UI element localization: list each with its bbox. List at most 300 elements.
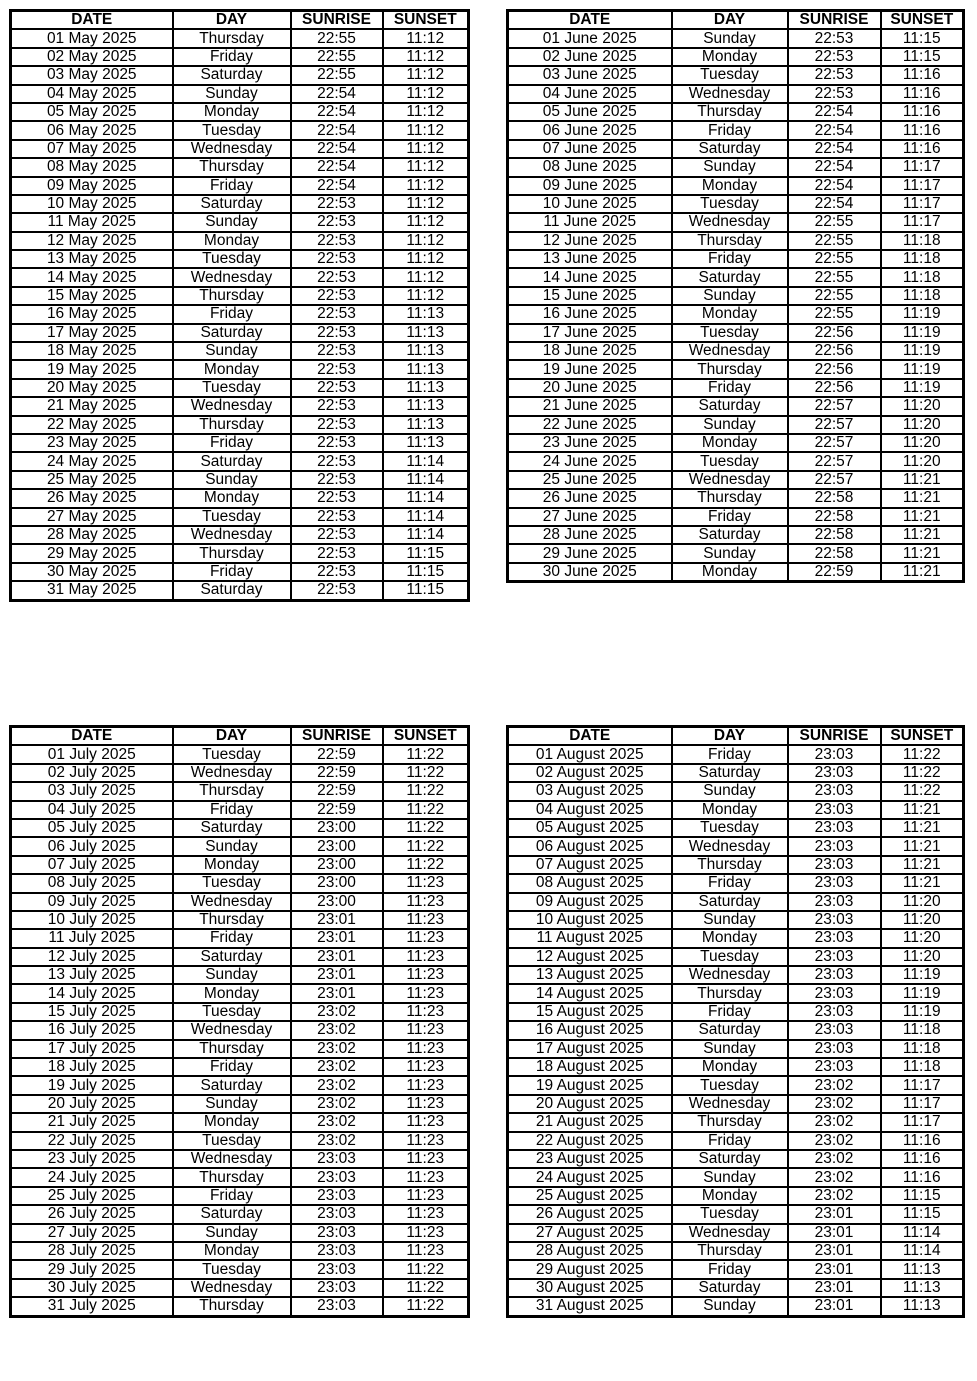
date-cell: 05 July 2025 [11,819,173,837]
sunset-cell: 11:20 [881,452,964,470]
day-cell: Saturday [672,764,788,782]
table-row [508,801,964,819]
sunset-cell: 11:20 [881,893,964,911]
sunrise-cell: 23:03 [788,856,881,874]
date-cell: 20 July 2025 [11,1095,173,1113]
day-cell: Friday [672,745,788,763]
sunset-cell: 11:20 [881,948,964,966]
table-row [508,324,964,342]
sunset-cell: 11:15 [881,1205,964,1223]
date-cell: 02 July 2025 [11,764,173,782]
day-cell: Tuesday [672,948,788,966]
sunset-cell: 11:14 [383,526,469,544]
day-cell: Saturday [672,1279,788,1297]
sunset-cell: 11:23 [383,1242,469,1260]
date-cell: 19 May 2025 [11,360,173,378]
table-row [11,984,469,1002]
sunset-cell: 11:21 [881,544,964,562]
sunrise-cell: 22:55 [788,250,881,268]
sunset-cell: 11:12 [383,29,469,47]
day-cell: Sunday [173,342,291,360]
sunrise-cell: 22:53 [291,213,383,231]
sunset-cell: 11:19 [881,1003,964,1021]
sunrise-cell: 22:59 [291,782,383,800]
day-cell: Sunday [173,85,291,103]
sunrise-cell: 23:03 [291,1279,383,1297]
date-cell: 15 July 2025 [11,1003,173,1021]
day-cell: Saturday [173,819,291,837]
sunrise-cell: 22:55 [291,29,383,47]
day-cell: Tuesday [672,324,788,342]
table-row [11,360,469,378]
day-cell: Sunday [173,471,291,489]
day-cell: Monday [173,232,291,250]
date-cell: 08 August 2025 [508,874,672,892]
sunset-cell: 11:22 [383,819,469,837]
table-row [508,837,964,855]
sunrise-cell: 22:53 [788,29,881,47]
date-cell: 22 August 2025 [508,1132,672,1150]
day-cell: Friday [672,379,788,397]
table-row [11,966,469,984]
day-cell: Tuesday [173,250,291,268]
day-cell: Wednesday [672,966,788,984]
sunset-cell: 11:23 [383,948,469,966]
table-row [11,213,469,231]
table-row [11,103,469,121]
date-cell: 25 June 2025 [508,471,672,489]
sunrise-cell: 22:58 [788,544,881,562]
sunrise-cell: 22:54 [788,177,881,195]
date-cell: 28 May 2025 [11,526,173,544]
date-cell: 11 June 2025 [508,213,672,231]
day-cell: Friday [672,1132,788,1150]
sunset-cell: 11:13 [383,379,469,397]
date-cell: 05 June 2025 [508,103,672,121]
day-cell: Thursday [173,1168,291,1186]
sunset-cell: 11:12 [383,268,469,286]
date-cell: 12 August 2025 [508,948,672,966]
sunrise-cell: 23:03 [788,1058,881,1076]
sunrise-cell: 22:53 [291,342,383,360]
date-cell: 03 May 2025 [11,66,173,84]
table-row [11,1260,469,1278]
sunrise-cell: 22:54 [788,121,881,139]
table-row [11,1113,469,1131]
sunset-cell: 11:16 [881,1132,964,1150]
sunrise-cell: 22:57 [788,471,881,489]
date-header: DATE [508,727,672,746]
sunrise-header: SUNRISE [291,727,383,746]
sunset-cell: 11:22 [383,1260,469,1278]
sunset-cell: 11:12 [383,48,469,66]
sunrise-cell: 22:54 [291,121,383,139]
day-cell: Monday [173,856,291,874]
sunset-cell: 11:12 [383,66,469,84]
day-cell: Monday [173,984,291,1002]
date-cell: 30 August 2025 [508,1279,672,1297]
day-cell: Sunday [672,544,788,562]
sunrise-cell: 22:58 [788,508,881,526]
table-row [508,452,964,470]
sunrise-cell: 22:59 [291,745,383,763]
date-cell: 17 May 2025 [11,324,173,342]
table-row [11,1242,469,1260]
sunset-cell: 11:13 [383,416,469,434]
table-row [508,1076,964,1094]
sunrise-cell: 23:02 [788,1076,881,1094]
date-cell: 19 July 2025 [11,1076,173,1094]
sunrise-cell: 22:58 [788,526,881,544]
date-cell: 14 July 2025 [11,984,173,1002]
sunrise-cell: 22:53 [291,287,383,305]
date-cell: 24 August 2025 [508,1168,672,1186]
day-cell: Monday [672,563,788,582]
may-table [9,9,470,602]
sunrise-cell: 23:03 [788,948,881,966]
date-cell: 18 May 2025 [11,342,173,360]
day-cell: Tuesday [672,452,788,470]
table-row [508,66,964,84]
sunset-cell: 11:15 [881,1187,964,1205]
day-cell: Saturday [672,397,788,415]
sunrise-cell: 22:53 [291,508,383,526]
table-row [508,305,964,323]
date-cell: 27 May 2025 [11,508,173,526]
sunrise-cell: 23:03 [788,1040,881,1058]
date-cell: 23 May 2025 [11,434,173,452]
sunset-header: SUNSET [383,11,469,30]
sunset-cell: 11:21 [881,526,964,544]
date-cell: 11 July 2025 [11,929,173,947]
day-cell: Thursday [173,782,291,800]
day-cell: Wednesday [173,1279,291,1297]
day-cell: Thursday [173,287,291,305]
sunrise-cell: 23:02 [291,1003,383,1021]
date-cell: 25 May 2025 [11,471,173,489]
day-cell: Tuesday [672,66,788,84]
sunset-cell: 11:14 [881,1224,964,1242]
table-row [11,379,469,397]
sunset-cell: 11:15 [383,544,469,562]
table-row [508,764,964,782]
sunset-cell: 11:20 [881,397,964,415]
date-cell: 03 June 2025 [508,66,672,84]
sunrise-cell: 23:01 [291,966,383,984]
sunset-cell: 11:22 [383,745,469,763]
sunset-cell: 11:22 [881,782,964,800]
date-cell: 16 June 2025 [508,305,672,323]
sunrise-cell: 23:02 [788,1095,881,1113]
table-row [508,893,964,911]
date-cell: 16 May 2025 [11,305,173,323]
sunrise-cell: 22:54 [291,140,383,158]
sunset-cell: 11:23 [383,1040,469,1058]
day-cell: Sunday [173,1224,291,1242]
sunset-cell: 11:23 [383,1021,469,1039]
date-cell: 07 June 2025 [508,140,672,158]
table-row [508,1242,964,1260]
day-cell: Monday [672,1187,788,1205]
sunrise-cell: 22:54 [788,103,881,121]
date-cell: 29 June 2025 [508,544,672,562]
sunrise-cell: 22:53 [291,397,383,415]
day-cell: Saturday [173,452,291,470]
sunrise-cell: 23:02 [788,1150,881,1168]
date-cell: 02 May 2025 [11,48,173,66]
date-cell: 28 July 2025 [11,1242,173,1260]
table-row [11,1168,469,1186]
sunrise-cell: 22:53 [291,305,383,323]
table-row [508,929,964,947]
sunset-cell: 11:16 [881,1150,964,1168]
sunset-cell: 11:22 [383,782,469,800]
date-cell: 10 August 2025 [508,911,672,929]
day-header: DAY [672,727,788,746]
date-cell: 29 August 2025 [508,1260,672,1278]
day-cell: Monday [173,103,291,121]
sunset-cell: 11:16 [881,103,964,121]
sunset-cell: 11:22 [383,837,469,855]
date-cell: 10 July 2025 [11,911,173,929]
day-cell: Friday [672,121,788,139]
day-cell: Friday [672,250,788,268]
sunrise-cell: 23:01 [788,1205,881,1223]
table-row [508,984,964,1002]
table-row [11,232,469,250]
sunrise-cell: 23:03 [788,1021,881,1039]
date-cell: 21 August 2025 [508,1113,672,1131]
sunset-cell: 11:14 [383,471,469,489]
sunrise-cell: 22:53 [291,324,383,342]
sunrise-cell: 22:53 [291,379,383,397]
sunset-cell: 11:23 [383,1187,469,1205]
table-row [508,1224,964,1242]
day-cell: Friday [173,434,291,452]
date-cell: 30 June 2025 [508,563,672,582]
sunrise-cell: 22:54 [291,177,383,195]
table-row [11,1003,469,1021]
table-row [11,874,469,892]
date-cell: 03 July 2025 [11,782,173,800]
sunrise-cell: 23:03 [291,1150,383,1168]
sunset-cell: 11:15 [881,29,964,47]
day-cell: Thursday [173,416,291,434]
sunrise-cell: 23:03 [291,1242,383,1260]
day-cell: Thursday [672,856,788,874]
day-cell: Tuesday [173,508,291,526]
header-row [11,727,469,746]
day-cell: Monday [672,434,788,452]
table-row [11,563,469,581]
table-row [508,103,964,121]
sunset-cell: 11:23 [383,893,469,911]
sunrise-cell: 23:00 [291,819,383,837]
day-cell: Friday [672,874,788,892]
table-row [11,1205,469,1223]
day-cell: Wednesday [672,85,788,103]
day-cell: Thursday [672,360,788,378]
date-cell: 14 June 2025 [508,268,672,286]
day-cell: Saturday [173,66,291,84]
sunset-cell: 11:14 [383,452,469,470]
day-cell: Wednesday [173,1150,291,1168]
sunset-cell: 11:23 [383,1003,469,1021]
date-cell: 18 July 2025 [11,1058,173,1076]
sunset-cell: 11:18 [881,1021,964,1039]
sunset-cell: 11:15 [881,48,964,66]
day-cell: Sunday [672,416,788,434]
sunset-cell: 11:12 [383,232,469,250]
date-cell: 13 August 2025 [508,966,672,984]
sunrise-cell: 23:03 [788,801,881,819]
day-cell: Sunday [173,837,291,855]
table-row [508,1095,964,1113]
date-header: DATE [11,11,173,30]
sunset-cell: 11:18 [881,1058,964,1076]
date-cell: 09 July 2025 [11,893,173,911]
sunrise-cell: 22:53 [291,232,383,250]
table-row [11,268,469,286]
table-row [508,360,964,378]
sunset-cell: 11:19 [881,966,964,984]
header-row [11,11,469,30]
date-cell: 13 July 2025 [11,966,173,984]
sunset-cell: 11:12 [383,195,469,213]
date-cell: 18 June 2025 [508,342,672,360]
table-row [11,929,469,947]
sunrise-cell: 23:00 [291,856,383,874]
sunset-cell: 11:16 [881,121,964,139]
sunrise-cell: 23:00 [291,837,383,855]
day-cell: Friday [173,801,291,819]
day-cell: Monday [672,177,788,195]
day-cell: Sunday [173,1095,291,1113]
date-cell: 13 May 2025 [11,250,173,268]
sunrise-cell: 22:54 [291,103,383,121]
day-cell: Wednesday [672,1095,788,1113]
sunset-cell: 11:18 [881,250,964,268]
sunrise-cell: 23:01 [291,929,383,947]
date-cell: 22 May 2025 [11,416,173,434]
date-cell: 20 August 2025 [508,1095,672,1113]
day-cell: Wednesday [672,342,788,360]
table-row [508,782,964,800]
date-cell: 26 May 2025 [11,489,173,507]
day-cell: Friday [672,1003,788,1021]
date-cell: 21 June 2025 [508,397,672,415]
sunrise-cell: 23:02 [291,1132,383,1150]
table-row [11,526,469,544]
table-row [508,121,964,139]
table-row [508,1187,964,1205]
date-cell: 21 May 2025 [11,397,173,415]
sunset-cell: 11:21 [881,508,964,526]
table-row [508,195,964,213]
table-row [508,287,964,305]
table-row [11,342,469,360]
table-row [508,1113,964,1131]
sunset-cell: 11:23 [383,929,469,947]
table-row [11,1224,469,1242]
table-row [508,1132,964,1150]
sunset-cell: 11:21 [881,856,964,874]
day-cell: Saturday [173,195,291,213]
sunrise-cell: 23:03 [291,1260,383,1278]
table-row [11,250,469,268]
sunset-cell: 11:16 [881,85,964,103]
sunrise-cell: 22:54 [788,158,881,176]
table-row [508,268,964,286]
day-cell: Wednesday [672,837,788,855]
day-cell: Sunday [672,29,788,47]
header-row [508,727,964,746]
day-cell: Wednesday [173,526,291,544]
sunset-cell: 11:20 [881,434,964,452]
table-row [11,324,469,342]
sunset-cell: 11:17 [881,1076,964,1094]
date-cell: 30 July 2025 [11,1279,173,1297]
date-cell: 15 August 2025 [508,1003,672,1021]
day-cell: Friday [173,305,291,323]
sunset-cell: 11:19 [881,342,964,360]
day-cell: Sunday [173,213,291,231]
sunset-cell: 11:23 [383,911,469,929]
sunset-cell: 11:14 [383,489,469,507]
sunset-cell: 11:20 [881,416,964,434]
date-cell: 17 August 2025 [508,1040,672,1058]
date-cell: 26 August 2025 [508,1205,672,1223]
sunrise-cell: 22:53 [291,563,383,581]
date-cell: 31 May 2025 [11,581,173,600]
sunset-cell: 11:15 [383,563,469,581]
date-cell: 24 June 2025 [508,452,672,470]
table-row [508,1260,964,1278]
sunset-cell: 11:21 [881,563,964,582]
table-row [508,434,964,452]
day-cell: Sunday [672,1040,788,1058]
table-row [11,782,469,800]
date-cell: 14 August 2025 [508,984,672,1002]
sunset-cell: 11:20 [881,929,964,947]
sunrise-cell: 22:53 [291,416,383,434]
date-cell: 23 June 2025 [508,434,672,452]
table-row [11,29,469,47]
table-row [11,764,469,782]
day-cell: Tuesday [672,195,788,213]
sunrise-cell: 22:56 [788,324,881,342]
table-row [508,140,964,158]
table-row [11,1187,469,1205]
table-row [11,1021,469,1039]
date-cell: 28 June 2025 [508,526,672,544]
sunset-cell: 11:20 [881,911,964,929]
day-cell: Thursday [173,29,291,47]
date-cell: 16 July 2025 [11,1021,173,1039]
sunrise-cell: 23:02 [788,1113,881,1131]
table-row [508,1003,964,1021]
date-cell: 05 May 2025 [11,103,173,121]
day-cell: Sunday [672,158,788,176]
sunrise-cell: 23:03 [788,1003,881,1021]
date-header: DATE [508,11,672,30]
table-row [508,158,964,176]
table-row [508,966,964,984]
sunrise-cell: 22:54 [788,195,881,213]
table-row [11,544,469,562]
day-cell: Friday [173,177,291,195]
date-cell: 02 August 2025 [508,764,672,782]
